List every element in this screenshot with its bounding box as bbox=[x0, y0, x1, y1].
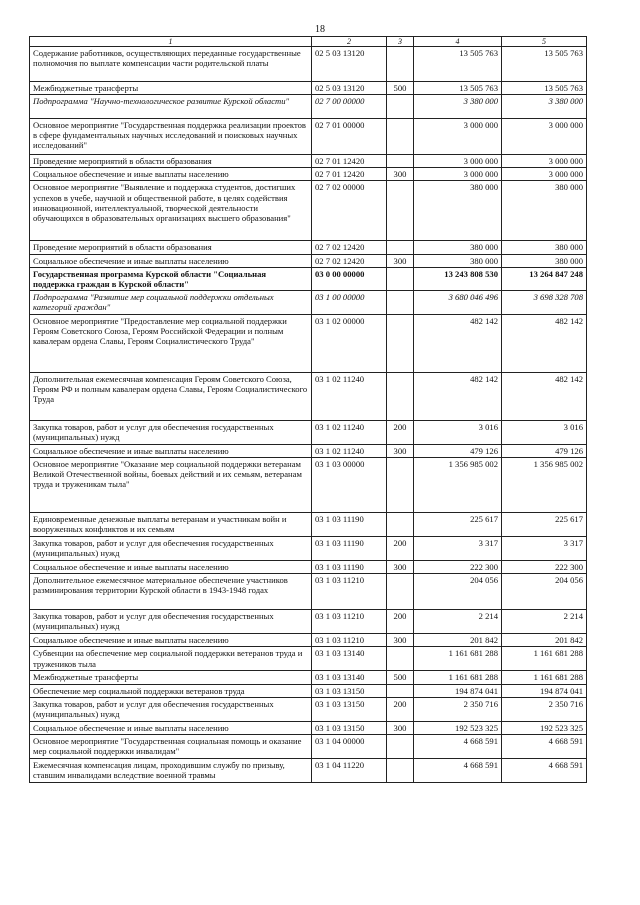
table-row bbox=[30, 684, 587, 697]
row-name: Проведение мероприятий в области образования bbox=[30, 155, 312, 168]
table-row bbox=[30, 82, 587, 95]
row-value-2020: 192 523 325 bbox=[502, 721, 587, 734]
table-row bbox=[30, 420, 587, 444]
table-row bbox=[30, 671, 587, 684]
row-vr bbox=[387, 267, 414, 290]
row-code: 03 1 03 13150 bbox=[312, 721, 387, 734]
row-value-2020: 13 505 763 bbox=[502, 47, 587, 82]
row-name: Подпрограмма "Развитие мер социальной поддержки отдельных категорий граждан" bbox=[30, 290, 312, 314]
row-vr: 200 bbox=[387, 537, 414, 561]
row-name: Социальное обеспечение и иные выплаты населению bbox=[30, 254, 312, 267]
row-value-2020: 4 668 591 bbox=[502, 758, 587, 782]
row-name: Основное мероприятие "Государственная поддержка реализации проектов в сфере фундаментальных научных исследований и поисковых научных исследований" bbox=[30, 119, 312, 155]
row-code: 03 1 02 11240 bbox=[312, 372, 387, 420]
row-name: Государственная программа Курской области "Социальная поддержка граждан в Курской области" bbox=[30, 267, 312, 290]
row-value-2020: 201 842 bbox=[502, 634, 587, 647]
row-value-2020: 3 698 328 708 bbox=[502, 290, 587, 314]
table-row bbox=[30, 95, 587, 119]
row-value-2020: 380 000 bbox=[502, 254, 587, 267]
row-value-2019: 13 243 808 530 bbox=[414, 267, 502, 290]
row-code: 03 1 04 11220 bbox=[312, 758, 387, 782]
row-code: 02 7 02 12420 bbox=[312, 241, 387, 254]
row-value-2019: 13 505 763 bbox=[414, 47, 502, 82]
row-vr bbox=[387, 734, 414, 758]
row-vr bbox=[387, 95, 414, 119]
row-value-2019: 482 142 bbox=[414, 314, 502, 372]
row-code: 03 1 00 00000 bbox=[312, 290, 387, 314]
row-name: Основное мероприятие "Предоставление мер социальной поддержки Героям Советского Союза, Героям Российской Федерации и полным кавалерам ордена Славы, Героям Социалистического Труда" bbox=[30, 314, 312, 372]
row-code: 02 7 00 00000 bbox=[312, 95, 387, 119]
row-name: Закупка товаров, работ и услуг для обеспечения государственных (муниципальных) нужд bbox=[30, 610, 312, 634]
row-name: Закупка товаров, работ и услуг для обеспечения государственных (муниципальных) нужд bbox=[30, 537, 312, 561]
row-value-2020: 13 505 763 bbox=[502, 82, 587, 95]
row-code: 03 1 04 00000 bbox=[312, 734, 387, 758]
row-value-2019: 380 000 bbox=[414, 254, 502, 267]
header-col-1: 1 bbox=[30, 37, 312, 47]
row-value-2020: 222 300 bbox=[502, 561, 587, 574]
table-row bbox=[30, 721, 587, 734]
row-vr: 500 bbox=[387, 671, 414, 684]
table-row bbox=[30, 758, 587, 782]
row-code: 02 7 01 00000 bbox=[312, 119, 387, 155]
row-vr: 300 bbox=[387, 444, 414, 457]
header-col-4: 4 bbox=[414, 37, 502, 47]
row-value-2020: 225 617 bbox=[502, 513, 587, 537]
table-row bbox=[30, 119, 587, 155]
row-vr bbox=[387, 574, 414, 610]
row-name: Социальное обеспечение и иные выплаты населению bbox=[30, 721, 312, 734]
row-value-2019: 4 668 591 bbox=[414, 758, 502, 782]
row-value-2020: 3 380 000 bbox=[502, 95, 587, 119]
row-code: 03 1 03 00000 bbox=[312, 458, 387, 513]
row-vr bbox=[387, 155, 414, 168]
row-code: 03 1 03 13150 bbox=[312, 697, 387, 721]
row-code: 02 5 03 13120 bbox=[312, 47, 387, 82]
row-value-2020: 3 000 000 bbox=[502, 119, 587, 155]
row-name: Проведение мероприятий в области образования bbox=[30, 241, 312, 254]
table-row bbox=[30, 697, 587, 721]
row-code: 03 1 02 11240 bbox=[312, 420, 387, 444]
table-row bbox=[30, 610, 587, 634]
row-value-2020: 4 668 591 bbox=[502, 734, 587, 758]
row-code: 03 1 03 11190 bbox=[312, 537, 387, 561]
row-value-2019: 201 842 bbox=[414, 634, 502, 647]
row-value-2020: 3 000 000 bbox=[502, 168, 587, 181]
row-code: 03 1 03 11190 bbox=[312, 513, 387, 537]
row-value-2019: 1 161 681 288 bbox=[414, 671, 502, 684]
row-vr: 300 bbox=[387, 168, 414, 181]
row-value-2019: 204 056 bbox=[414, 574, 502, 610]
table-row bbox=[30, 537, 587, 561]
row-value-2020: 3 317 bbox=[502, 537, 587, 561]
row-name: Обеспечение мер социальной поддержки ветеранов труда bbox=[30, 684, 312, 697]
table-row bbox=[30, 647, 587, 671]
row-name: Закупка товаров, работ и услуг для обеспечения государственных (муниципальных) нужд bbox=[30, 697, 312, 721]
row-value-2019: 3 000 000 bbox=[414, 155, 502, 168]
row-value-2019: 1 356 985 002 bbox=[414, 458, 502, 513]
row-vr bbox=[387, 684, 414, 697]
row-name: Основное мероприятие "Выявление и поддержка студентов, достигших успехов в учебе, научной и общественной работе, в целях содействия инновационной, интеллектуальной, творческой деятельности обучающихся в образовательных организациях высшего образования" bbox=[30, 181, 312, 241]
row-value-2019: 4 668 591 bbox=[414, 734, 502, 758]
row-vr: 300 bbox=[387, 721, 414, 734]
row-vr: 200 bbox=[387, 697, 414, 721]
row-code: 03 1 03 11190 bbox=[312, 561, 387, 574]
row-value-2020: 204 056 bbox=[502, 574, 587, 610]
row-value-2019: 225 617 bbox=[414, 513, 502, 537]
header-row bbox=[30, 37, 587, 47]
row-code: 03 0 00 00000 bbox=[312, 267, 387, 290]
row-value-2019: 3 680 046 496 bbox=[414, 290, 502, 314]
table-row bbox=[30, 254, 587, 267]
row-name: Дополнительная ежемесячная компенсация Героям Советского Союза, Героям РФ и полным кавалерам ордена Славы, Героям Социалистического Труда bbox=[30, 372, 312, 420]
row-vr: 200 bbox=[387, 610, 414, 634]
row-value-2020: 3 000 000 bbox=[502, 155, 587, 168]
row-vr: 300 bbox=[387, 561, 414, 574]
row-vr bbox=[387, 290, 414, 314]
table-row bbox=[30, 734, 587, 758]
row-code: 02 5 03 13120 bbox=[312, 82, 387, 95]
row-value-2019: 3 317 bbox=[414, 537, 502, 561]
row-value-2020: 380 000 bbox=[502, 181, 587, 241]
row-vr bbox=[387, 314, 414, 372]
row-vr bbox=[387, 458, 414, 513]
row-value-2020: 380 000 bbox=[502, 241, 587, 254]
row-value-2019: 222 300 bbox=[414, 561, 502, 574]
row-value-2019: 380 000 bbox=[414, 241, 502, 254]
row-value-2020: 482 142 bbox=[502, 314, 587, 372]
row-name: Содержание работников, осуществляющих переданные государственные полномочия по выплате компенсации части родительской платы bbox=[30, 47, 312, 82]
row-code: 03 1 03 11210 bbox=[312, 634, 387, 647]
row-value-2019: 2 214 bbox=[414, 610, 502, 634]
table-row bbox=[30, 314, 587, 372]
header-col-2: 2 bbox=[312, 37, 387, 47]
row-vr: 300 bbox=[387, 254, 414, 267]
row-vr bbox=[387, 758, 414, 782]
row-value-2019: 479 126 bbox=[414, 444, 502, 457]
row-name: Социальное обеспечение и иные выплаты населению bbox=[30, 444, 312, 457]
row-vr bbox=[387, 647, 414, 671]
row-name: Ежемесячная компенсация лицам, проходившим службу по призыву, ставшим инвалидами вследствие военной травмы bbox=[30, 758, 312, 782]
table-row bbox=[30, 561, 587, 574]
page-number: 18 bbox=[315, 24, 325, 35]
row-code: 03 1 03 13140 bbox=[312, 647, 387, 671]
row-code: 03 1 03 13150 bbox=[312, 684, 387, 697]
table-row bbox=[30, 155, 587, 168]
row-code: 03 1 03 11210 bbox=[312, 610, 387, 634]
row-vr bbox=[387, 372, 414, 420]
row-value-2020: 1 161 681 288 bbox=[502, 671, 587, 684]
table-row bbox=[30, 241, 587, 254]
row-code: 02 7 02 12420 bbox=[312, 254, 387, 267]
row-value-2020: 1 161 681 288 bbox=[502, 647, 587, 671]
row-code: 03 1 03 13140 bbox=[312, 671, 387, 684]
table-row bbox=[30, 634, 587, 647]
row-code: 03 1 03 11210 bbox=[312, 574, 387, 610]
row-vr bbox=[387, 47, 414, 82]
row-name: Подпрограмма "Научно-технологическое развитие Курской области" bbox=[30, 95, 312, 119]
row-value-2020: 2 214 bbox=[502, 610, 587, 634]
table-row bbox=[30, 181, 587, 241]
row-value-2019: 3 000 000 bbox=[414, 168, 502, 181]
row-code: 02 7 02 00000 bbox=[312, 181, 387, 241]
row-value-2019: 3 380 000 bbox=[414, 95, 502, 119]
row-value-2020: 479 126 bbox=[502, 444, 587, 457]
header-col-3: 3 bbox=[387, 37, 414, 47]
table-row bbox=[30, 267, 587, 290]
row-value-2019: 2 350 716 bbox=[414, 697, 502, 721]
row-vr: 300 bbox=[387, 634, 414, 647]
row-name: Межбюджетные трансферты bbox=[30, 671, 312, 684]
table-row bbox=[30, 574, 587, 610]
row-value-2020: 13 264 847 248 bbox=[502, 267, 587, 290]
row-value-2019: 1 161 681 288 bbox=[414, 647, 502, 671]
row-code: 02 7 01 12420 bbox=[312, 155, 387, 168]
row-vr: 500 bbox=[387, 82, 414, 95]
row-name: Социальное обеспечение и иные выплаты населению bbox=[30, 168, 312, 181]
row-value-2019: 380 000 bbox=[414, 181, 502, 241]
row-name: Социальное обеспечение и иные выплаты населению bbox=[30, 561, 312, 574]
header-col-5: 5 bbox=[502, 37, 587, 47]
row-value-2020: 482 142 bbox=[502, 372, 587, 420]
row-value-2019: 482 142 bbox=[414, 372, 502, 420]
row-code: 03 1 02 00000 bbox=[312, 314, 387, 372]
row-name: Дополнительное ежемесячное материальное обеспечение участников разминирования территории Курской области в 1943-1948 годах bbox=[30, 574, 312, 610]
table-row bbox=[30, 168, 587, 181]
row-code: 02 7 01 12420 bbox=[312, 168, 387, 181]
row-value-2019: 192 523 325 bbox=[414, 721, 502, 734]
row-value-2020: 2 350 716 bbox=[502, 697, 587, 721]
table-row bbox=[30, 458, 587, 513]
budget-table bbox=[29, 36, 587, 783]
row-vr bbox=[387, 119, 414, 155]
row-name: Субвенции на обеспечение мер социальной поддержки ветеранов труда и тружеников тыла bbox=[30, 647, 312, 671]
row-name: Межбюджетные трансферты bbox=[30, 82, 312, 95]
row-value-2019: 13 505 763 bbox=[414, 82, 502, 95]
row-value-2019: 3 016 bbox=[414, 420, 502, 444]
table-row bbox=[30, 290, 587, 314]
row-name: Социальное обеспечение и иные выплаты населению bbox=[30, 634, 312, 647]
row-name: Закупка товаров, работ и услуг для обеспечения государственных (муниципальных) нужд bbox=[30, 420, 312, 444]
row-vr bbox=[387, 241, 414, 254]
row-name: Основное мероприятие "Оказание мер социальной поддержки ветеранам Великой Отечественной войны, боевых действий и их семьям, ветеранам труда и труженикам тыла" bbox=[30, 458, 312, 513]
row-name: Основное мероприятие "Государственная социальная помощь и оказание мер социальной поддержки инвалидам" bbox=[30, 734, 312, 758]
row-value-2020: 3 016 bbox=[502, 420, 587, 444]
row-value-2020: 194 874 041 bbox=[502, 684, 587, 697]
row-value-2019: 194 874 041 bbox=[414, 684, 502, 697]
table-row bbox=[30, 444, 587, 457]
table-row bbox=[30, 47, 587, 82]
row-vr bbox=[387, 181, 414, 241]
table-row bbox=[30, 372, 587, 420]
row-vr bbox=[387, 513, 414, 537]
row-name: Единовременные денежные выплаты ветеранам и участникам войн и вооруженных конфликтов и их семьям bbox=[30, 513, 312, 537]
row-code: 03 1 02 11240 bbox=[312, 444, 387, 457]
row-value-2020: 1 356 985 002 bbox=[502, 458, 587, 513]
table-row bbox=[30, 513, 587, 537]
row-value-2019: 3 000 000 bbox=[414, 119, 502, 155]
row-vr: 200 bbox=[387, 420, 414, 444]
